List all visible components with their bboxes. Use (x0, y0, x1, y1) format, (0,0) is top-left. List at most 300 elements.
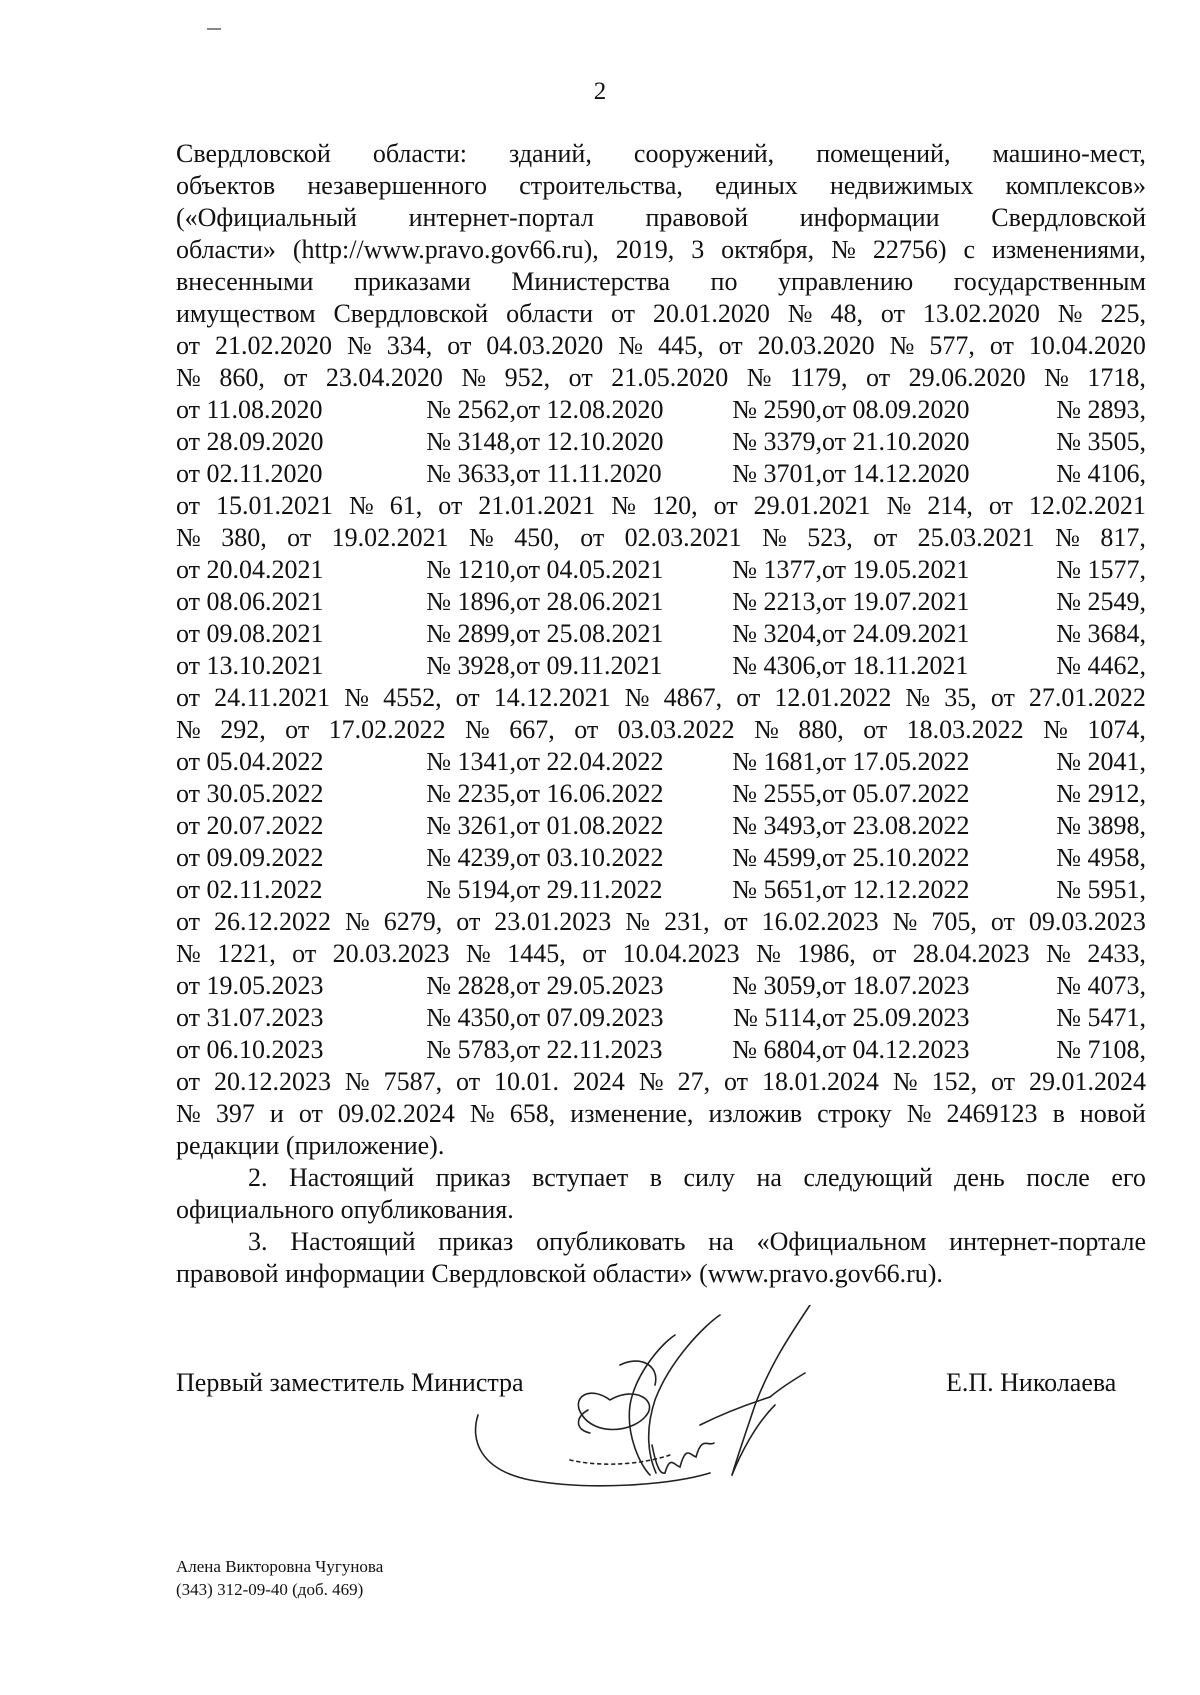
word: вступает (532, 1163, 629, 1192)
word: 397 (215, 1099, 255, 1128)
word: № (1043, 715, 1068, 744)
word: № 3898, (1056, 811, 1146, 840)
word: № (892, 1067, 918, 1096)
word: 1718, (1087, 363, 1146, 392)
word: 14.12.2021 (493, 683, 611, 712)
word: от (176, 1067, 201, 1096)
word: № 4106, (1056, 459, 1146, 488)
word: от 13.10.2021 (176, 651, 324, 680)
word: 1445, (507, 939, 566, 968)
word: («Официальный (176, 203, 357, 232)
word: № (176, 523, 201, 552)
word: 17.02.2022 (328, 715, 446, 744)
word: от 21.10.2020 (822, 427, 970, 456)
word: от (447, 331, 472, 360)
word: № 1341, (426, 747, 516, 776)
word: новой (1079, 1099, 1146, 1128)
word: силу (683, 1163, 735, 1192)
word: изменениями, (991, 235, 1146, 264)
word: № 2549, (1056, 587, 1146, 616)
word: государственным (953, 267, 1146, 296)
contact-phone: (343) 312-09-40 (доб. 469) (176, 1580, 364, 1599)
word: незавершенного (307, 171, 487, 200)
word: № (762, 523, 787, 552)
word: от 02.11.2020 (176, 459, 323, 488)
word: от (438, 491, 463, 520)
word: 231, (664, 907, 710, 936)
word: от (582, 939, 607, 968)
word: 2. (248, 1163, 268, 1192)
word: 35, (944, 683, 977, 712)
word: 3 (691, 235, 705, 264)
word: № 3261, (426, 811, 516, 840)
text-line (176, 266, 1146, 298)
word: по (710, 267, 738, 296)
word: от (283, 363, 308, 392)
word: от (872, 939, 897, 968)
word: от (718, 331, 743, 360)
word: приказ (435, 1163, 511, 1192)
word: от 20.07.2022 (176, 811, 324, 840)
word: № (344, 1067, 370, 1096)
word: № 6804, (732, 1035, 822, 1064)
word: помещений, (816, 139, 951, 168)
word: опубликовать (536, 1227, 686, 1256)
word: 952, (504, 363, 551, 392)
word: и (269, 1099, 284, 1128)
word: № 1577, (1056, 555, 1146, 584)
word: от (580, 523, 605, 552)
word: 21.01.2021 (478, 491, 596, 520)
word: от 05.07.2022 (822, 779, 970, 808)
word: Министерства (511, 267, 670, 296)
word: имуществом (176, 299, 316, 328)
word: Настоящий (289, 1163, 415, 1192)
text-line (176, 650, 1146, 682)
word: 817, (1100, 523, 1146, 552)
word: 2019, (615, 235, 675, 264)
word: от 28.06.2021 (516, 587, 664, 616)
word: Свердловской (991, 203, 1146, 232)
word: зданий, (509, 139, 592, 168)
word: от (989, 331, 1014, 360)
word: № (349, 491, 374, 520)
text-line (176, 1034, 1146, 1066)
word: комплексов» (1005, 171, 1146, 200)
word: области (506, 299, 594, 328)
word: интернет-портал (408, 203, 594, 232)
word: от 06.10.2023 (176, 1035, 324, 1064)
word: недвижимых (829, 171, 974, 200)
word: № 3379, (732, 427, 822, 456)
word: № (638, 1067, 664, 1096)
word: от (991, 1067, 1016, 1096)
word: 28.04.2023 (912, 939, 1030, 968)
signer-name: Е.П. Николаева (946, 1368, 1117, 1397)
word: 10.04.2023 (622, 939, 740, 968)
word: 1074, (1087, 715, 1146, 744)
word: 20.03.2020 (757, 331, 875, 360)
word: № 1210, (426, 555, 516, 584)
word: от 31.07.2023 (176, 1003, 324, 1032)
word: от 04.12.2023 (822, 1035, 970, 1064)
word: № 5114, (733, 1003, 822, 1032)
text-line (176, 874, 1146, 906)
word: от (456, 1067, 481, 1096)
word: октября, (721, 235, 815, 264)
word: приказами (353, 267, 471, 296)
word: 214, (927, 491, 973, 520)
word: от 22.11.2023 (516, 1035, 663, 1064)
text-line (176, 394, 1146, 426)
word: от (610, 299, 635, 328)
word: 16.02.2023 (761, 907, 879, 936)
word: от (990, 683, 1015, 712)
word: 20.01.2020 (652, 299, 770, 328)
word: № 5651, (732, 875, 822, 904)
word: № (469, 1099, 495, 1128)
word: от 25.08.2021 (516, 619, 664, 648)
word: 25.03.2021 (917, 523, 1035, 552)
word: № 4073, (1056, 971, 1146, 1000)
word: от 08.09.2020 (822, 395, 970, 424)
text-line (176, 970, 1146, 1002)
word: от 18.11.2021 (822, 651, 969, 680)
word: № (465, 715, 490, 744)
word: № 2912, (1056, 779, 1146, 808)
word: Настоящий (290, 1227, 416, 1256)
word: 120, (652, 491, 698, 520)
word: от (292, 939, 317, 968)
text-line (176, 778, 1146, 810)
word: 27.01.2022 (1028, 683, 1146, 712)
word: 880, (798, 715, 844, 744)
text-line (176, 938, 1146, 970)
word: 23.04.2020 (325, 363, 443, 392)
word: № (466, 939, 491, 968)
word: 2469123 (946, 1099, 1038, 1128)
word: от (880, 299, 905, 328)
word: № 2893, (1056, 395, 1146, 424)
word: № 3684, (1056, 619, 1146, 648)
word: № 1681, (732, 747, 822, 776)
word: 22756) (872, 235, 947, 264)
word: от 17.05.2022 (822, 747, 970, 776)
word: № (886, 491, 912, 520)
word: № 3493, (732, 811, 822, 840)
word: управлению (777, 267, 914, 296)
word: № 5951, (1056, 875, 1146, 904)
word: № (176, 939, 201, 968)
word: от (176, 491, 201, 520)
word: № 2899, (426, 619, 516, 648)
word: правовой (645, 203, 749, 232)
text-line (176, 618, 1146, 650)
word: на (756, 1163, 782, 1192)
word: 27, (677, 1067, 711, 1096)
word: 21.02.2020 (215, 331, 333, 360)
word: № 3928, (426, 651, 516, 680)
word: от (285, 715, 310, 744)
word: области: (372, 139, 467, 168)
word: № 5471, (1056, 1003, 1146, 1032)
word: от (568, 363, 593, 392)
word: от 18.07.2023 (822, 971, 970, 1000)
word: от 19.07.2021 (822, 587, 970, 616)
word: с (963, 235, 976, 264)
word: Свердловской (176, 139, 331, 168)
word: от (176, 331, 201, 360)
word: 29.01.2024 (1028, 1067, 1146, 1096)
word: от 29.11.2022 (516, 875, 663, 904)
word: от 25.09.2023 (822, 1003, 970, 1032)
word: следующий (803, 1163, 933, 1192)
word: № 4958, (1056, 843, 1146, 872)
word: № (347, 331, 372, 360)
word: № 3633, (426, 459, 516, 488)
text-line (176, 138, 1146, 170)
word: машино-мест, (992, 139, 1146, 168)
word: № 7108, (1056, 1035, 1146, 1064)
word: № (754, 715, 779, 744)
word: 6279, (383, 907, 443, 936)
text-line: редакции (приложение). (176, 1131, 445, 1160)
word: 02.03.2021 (624, 523, 742, 552)
handwritten-signature (470, 1305, 850, 1515)
word: приказ (438, 1227, 514, 1256)
word: 04.03.2020 (486, 331, 604, 360)
word: его (1111, 1163, 1146, 1192)
word: 860, (219, 363, 265, 392)
word: № 2562, (426, 395, 516, 424)
word: день (954, 1163, 1005, 1192)
word: от 01.08.2022 (516, 811, 664, 840)
word: от 09.11.2021 (516, 651, 663, 680)
word: от 09.08.2021 (176, 619, 324, 648)
word: от 11.11.2020 (516, 459, 662, 488)
word: № 3204, (732, 619, 822, 648)
word: 18.01.2024 (761, 1067, 879, 1096)
word: 1986, (797, 939, 856, 968)
word: 48, (830, 299, 864, 328)
word: от 29.05.2023 (516, 971, 664, 1000)
word: № (1044, 363, 1069, 392)
text-line (176, 746, 1146, 778)
text-line: правовой информации Свердловской области» (www.pravo.gov66.ru). (176, 1259, 943, 1288)
word: от 24.09.2021 (822, 619, 970, 648)
word: от (866, 363, 891, 392)
word: № 2590, (732, 395, 822, 424)
word: 2433, (1087, 939, 1146, 968)
word: 292, (220, 715, 266, 744)
text-line (176, 426, 1146, 458)
word: № 5194, (426, 875, 516, 904)
word: 577, (929, 331, 975, 360)
word: 3. (248, 1227, 268, 1256)
word: 12.02.2021 (1028, 491, 1146, 520)
word: Свердловской (333, 299, 489, 328)
word: области» (176, 235, 276, 264)
word: от 11.08.2020 (176, 395, 323, 424)
word: в (1052, 1099, 1065, 1128)
text-line (176, 1162, 1146, 1194)
word: 4552, (383, 683, 442, 712)
text-line (176, 842, 1146, 874)
word: № (618, 331, 644, 360)
word: 1221, (217, 939, 276, 968)
word: единых (715, 171, 798, 200)
word: 09.02.2024 (337, 1099, 455, 1128)
text-line (176, 906, 1146, 938)
word: 4867, (663, 683, 723, 712)
word: от (176, 907, 201, 936)
word: от 23.08.2022 (822, 811, 970, 840)
word: № 3505, (1056, 427, 1146, 456)
word: № (889, 331, 915, 360)
word: от (574, 715, 599, 744)
word: 445, (658, 331, 704, 360)
word: от 12.12.2022 (822, 875, 970, 904)
word: № 2555, (732, 779, 822, 808)
order-body-text (176, 138, 1146, 1290)
word: 225, (1100, 299, 1146, 328)
text-line (176, 298, 1146, 330)
word: № 4350, (426, 1003, 516, 1032)
word: № (625, 907, 651, 936)
word: от 12.10.2020 (516, 427, 664, 456)
word: 1179, (790, 363, 848, 392)
text-line (176, 682, 1146, 714)
word: № 4599, (732, 843, 822, 872)
text-line (176, 234, 1146, 266)
word: строительства, (519, 171, 683, 200)
word: от 05.04.2022 (176, 747, 324, 776)
word: 2024 (572, 1067, 625, 1096)
word: от 02.11.2022 (176, 875, 323, 904)
word: № (345, 907, 370, 936)
word: после (1026, 1163, 1090, 1192)
word: № 4239, (426, 843, 516, 872)
word: от (456, 907, 481, 936)
word: № (756, 939, 781, 968)
word: от (988, 491, 1013, 520)
word: 13.02.2020 (922, 299, 1040, 328)
word: изложив (708, 1099, 803, 1128)
word: сооружений, (633, 139, 775, 168)
word: в (649, 1163, 662, 1192)
word: от (736, 683, 761, 712)
word: № (831, 235, 856, 264)
word: 334, (386, 331, 433, 360)
word: от (455, 683, 480, 712)
text-line (176, 1002, 1146, 1034)
word: от (873, 523, 898, 552)
word: 20.12.2023 (213, 1067, 331, 1096)
text-line (176, 330, 1146, 362)
text-line (176, 586, 1146, 618)
word: 29.06.2020 (908, 363, 1026, 392)
word: строку (817, 1099, 892, 1128)
word: от 19.05.2021 (822, 555, 970, 584)
word: от 22.04.2022 (516, 747, 664, 776)
word: от (723, 1067, 749, 1096)
word: № 3059, (732, 971, 822, 1000)
text-line (176, 458, 1146, 490)
word: 18.03.2022 (906, 715, 1024, 744)
word: № (787, 299, 813, 328)
word: 26.12.2022 (214, 907, 332, 936)
text-line (176, 714, 1146, 746)
word: от (990, 907, 1015, 936)
text-line (176, 362, 1146, 394)
word: от 04.05.2021 (516, 555, 664, 584)
word: № 4306, (732, 651, 822, 680)
page-number: 2 (593, 78, 607, 105)
word: № 2213, (732, 587, 822, 616)
word: № (624, 683, 650, 712)
word: № (176, 1099, 201, 1128)
word: № 4462, (1056, 651, 1146, 680)
word: 61, (389, 491, 423, 520)
word: № 1377, (732, 555, 822, 584)
word: 24.11.2021 (214, 683, 331, 712)
word: от 16.06.2022 (516, 779, 664, 808)
word: 705, (931, 907, 977, 936)
text-line (176, 554, 1146, 586)
word: от 09.09.2022 (176, 843, 324, 872)
word: № (746, 363, 772, 392)
word: № 1896, (426, 587, 516, 616)
word: 7587, (383, 1067, 443, 1096)
word: № 2235, (426, 779, 516, 808)
word: № 3701, (732, 459, 822, 488)
word: от (298, 1099, 323, 1128)
word: от (863, 715, 888, 744)
word: от (176, 683, 201, 712)
word: от 07.09.2023 (516, 1003, 664, 1032)
word: № 3148, (426, 427, 516, 456)
text-line (176, 170, 1146, 202)
text-line (176, 1098, 1146, 1130)
word: № (892, 907, 918, 936)
word: 09.03.2023 (1028, 907, 1146, 936)
word: 667, (509, 715, 555, 744)
word: от 14.12.2020 (822, 459, 970, 488)
word: от 20.04.2021 (176, 555, 324, 584)
word: 523, (807, 523, 853, 552)
word: 10.01. (493, 1067, 559, 1096)
text-line: официального опубликования. (176, 1195, 514, 1224)
word: № (1055, 523, 1080, 552)
signer-title: Первый заместитель Министра (176, 1368, 524, 1397)
word: № (1046, 939, 1071, 968)
word: «Официальном (756, 1227, 927, 1256)
word: 03.03.2022 (617, 715, 735, 744)
word: от 03.10.2022 (516, 843, 664, 872)
word: № 2828, (426, 971, 516, 1000)
word: интернет-портале (949, 1227, 1146, 1256)
word: от 25.10.2022 (822, 843, 970, 872)
word: от 30.05.2022 (176, 779, 324, 808)
word: № (344, 683, 370, 712)
word: № 5783, (426, 1035, 516, 1064)
text-line (176, 490, 1146, 522)
word: внесенными (176, 267, 314, 296)
word: № (461, 363, 487, 392)
word: 15.01.2021 (216, 491, 334, 520)
word: изменение, (570, 1099, 694, 1128)
word: 152, (931, 1067, 978, 1096)
